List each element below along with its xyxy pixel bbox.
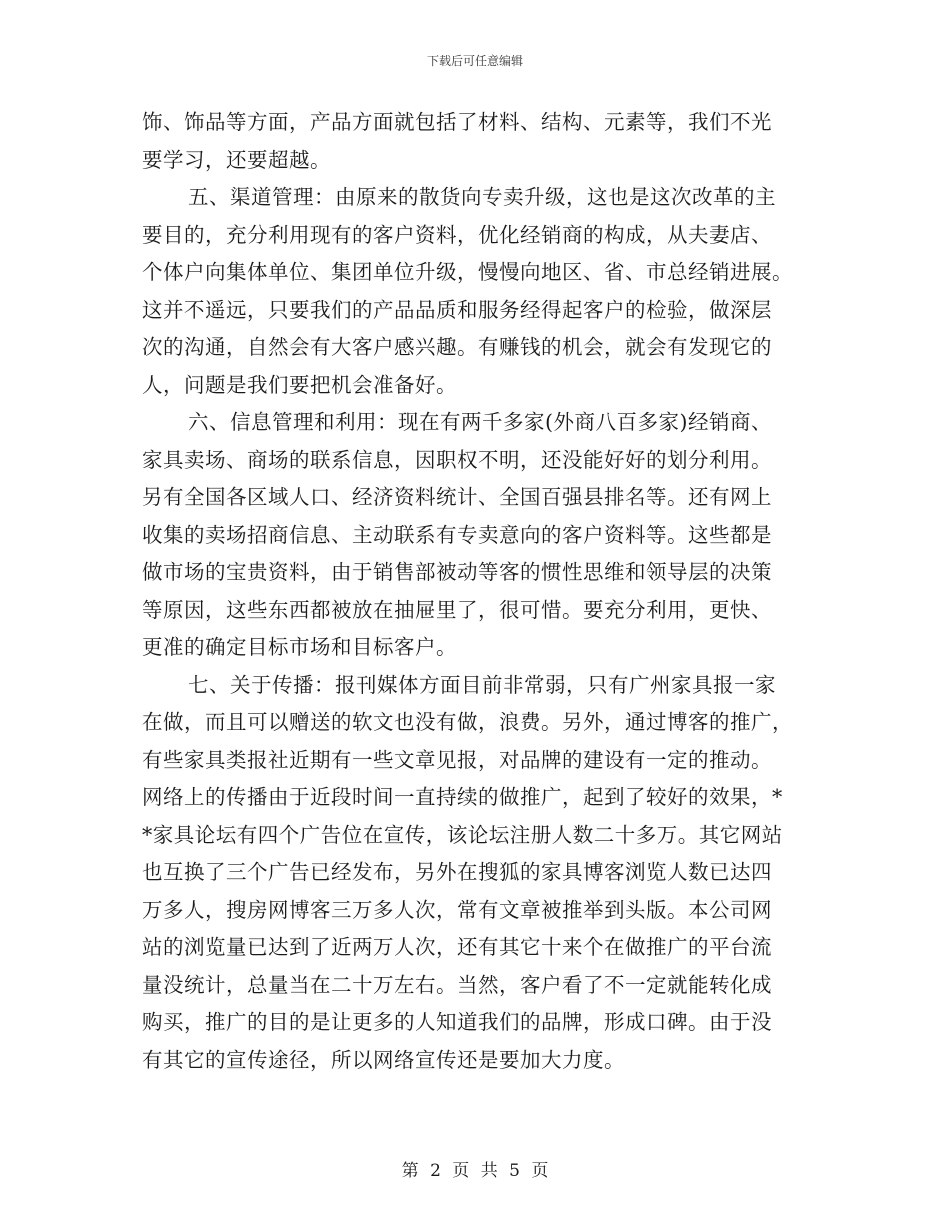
text-line: *家具论坛有四个广告位在宣传，该论坛注册人数二十多万。其它网站 [142, 822, 783, 847]
page-header-note: 下载后可任意编辑 [426, 54, 523, 68]
text-line: 购买，推广的目的是让更多的人知道我们的品牌，形成口碑。由于没 [142, 1010, 772, 1034]
text-line: 做市场的宝贵资料，由于销售部被动等客的惯性思维和领导层的决策 [142, 560, 772, 584]
text-line: 量没统计，总量当在二十万左右。当然，客户看了不一定就能转化成 [142, 972, 772, 997]
text-line: 要学习，还要超越。 [142, 147, 331, 172]
text-line: 站的浏览量已达到了近两万人次，还有其它十来个在做推广的平台流 [142, 935, 772, 959]
text-line: 个体户向集体单位、集团单位升级，慢慢向地区、省、市总经销进展。 [142, 260, 793, 284]
text-line: 家具卖场、商场的联系信息，因职权不明，还没能好好的划分利用。 [142, 447, 772, 472]
text-line: 另有全国各区域人口、经济资料统计、全国百强县排名等。还有网上 [142, 485, 772, 509]
text-line: 万多人，搜房网博客三万多人次，常有文章被推举到头版。本公司网 [142, 897, 772, 922]
paragraph-heading-line: 六、信息管理和利用：现在有两千多家(外商八百多家)经销商、 [188, 410, 772, 434]
text-line: 也互换了三个广告已经发布，另外在搜狐的家具博客浏览人数已达四 [142, 860, 772, 884]
text-line: 次的沟通，自然会有大客户感兴趣。有赚钱的机会，就会有发现它的 [142, 335, 772, 359]
text-line: 这并不遥远，只要我们的产品品质和服务经得起客户的检验，做深层 [142, 297, 772, 322]
text-line: 要目的，充分利用现有的客户资料，优化经销商的构成，从夫妻店、 [142, 222, 772, 247]
paragraph-heading-line: 五、渠道管理：由原来的散货向专卖升级，这也是这次改革的主 [188, 185, 776, 209]
paragraph-heading-line: 七、关于传播：报刊媒体方面目前非常弱，只有广州家具报一家 [188, 672, 776, 697]
text-line: 更准的确定目标市场和目标客户。 [142, 635, 457, 659]
text-line: 有些家具类报社近期有一些文章见报，对品牌的建设有一定的推动。 [142, 747, 772, 772]
text-line: 在做，而且可以赠送的软文也没有做，浪费。另外，通过博客的推广， [142, 710, 793, 734]
document-body [142, 104, 812, 1079]
text-line: 等原因，这些东西都被放在抽屉里了，很可惜。要充分利用，更快、 [142, 597, 772, 622]
text-line: 人，问题是我们要把机会准备好。 [142, 372, 457, 397]
text-line: 饰、饰品等方面，产品方面就包括了材料、结构、元素等，我们不光 [142, 110, 772, 134]
text-line: 有其它的宣传途径，所以网络宣传还是要加大力度。 [142, 1047, 625, 1072]
text-line: 收集的卖场招商信息、主动联系有专卖意向的客户资料等。这些都是 [142, 522, 772, 547]
text-line: 网络上的传播由于近段时间一直持续的做推广，起到了较好的效果，* [142, 785, 783, 809]
page-number-footer: 第 2 页 共 5 页 [401, 1161, 549, 1181]
